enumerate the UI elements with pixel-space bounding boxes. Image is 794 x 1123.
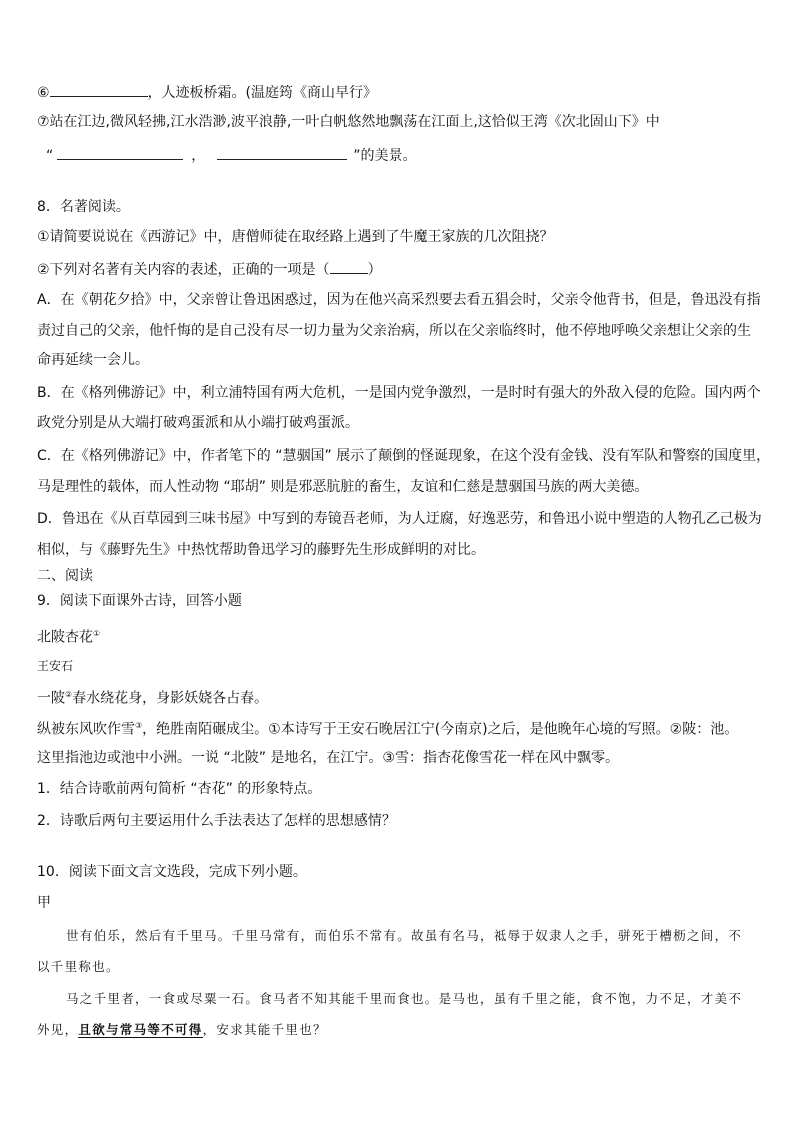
question-9-title: 9．阅读下面课外古诗，回答小题 (37, 593, 242, 609)
question-8-sub2: ②下列对名著有关内容的表述，正确的一项是（ ） (37, 259, 382, 280)
question-10-title: 10．阅读下面文言文选段，完成下列小题。 (37, 864, 307, 880)
poem-author: 王安石 (37, 659, 74, 673)
option-a-line-3: 命再延续一会儿。 (37, 352, 149, 368)
answer-blank[interactable] (330, 259, 368, 274)
option-d-line-2: 相似，与《藤野先生》中热忱帮助鲁迅学习的藤野先生形成鲜明的对比。 (37, 542, 485, 558)
poem-title: 北陂杏花① (37, 629, 101, 646)
option-a-line-1: A．在《朝花夕拾》中，父亲曾让鲁迅困惑过，因为在他兴高采烈要去看五猖会时，父亲令他背书，但是，鲁迅没有指 (37, 292, 761, 308)
item-text: ，人迹板桥霜。(温庭筠《商山早行》 (147, 85, 378, 101)
section-heading: 二、阅读 (37, 568, 93, 584)
passage-para-1-line-1: 世有伯乐，然后有千里马。千里马常有，而伯乐不常有。故虽有名马，祗辱于奴隶人之手，骈死于槽枥之间，不 (66, 928, 743, 943)
answer-blank[interactable] (57, 145, 183, 160)
poem-fill-item-7: ⑦站在江边,微风轻拂,江水浩渺,波平浪静,一叶白帆悠然地飘荡在江面上,这恰似王湾《次北固山下》中 (37, 114, 660, 130)
poem-line-2: 纵被东风吹作雪③，绝胜南陌碾成尘。①本诗写于王安石晚居江宁(今南京)之后，是他晚年心境的写照。②陂：池。 (37, 721, 739, 738)
question-8-sub1: ①请简要说说在《西游记》中，唐僧师徒在取经路上遇到了牛魔王家族的几次阻挠？ (37, 229, 554, 245)
passage-para-2-line-2: 外见，且欲与常马等不可得，安求其能千里也？ (37, 1022, 327, 1037)
footnote-mark: ③ (135, 721, 143, 730)
passage-label: 甲 (37, 895, 51, 911)
passage-para-2-line-1: 马之千里者，一食或尽粟一石。食马者不知其能千里而食也。是马也，虽有千里之能，食不饱，力不足，才美不 (66, 991, 743, 1006)
question-9-sub1: 1．结合诗歌前两句简析 “杏花” 的形象特点。 (37, 781, 322, 797)
item-number: ⑥ (37, 85, 50, 101)
option-b-line-1: B．在《格列佛游记》中，利立浦特国有两大危机，一是国内党争激烈，一是时时有强大的外敌入侵的危险。国内两个 (37, 385, 761, 401)
poem-fill-item-6 (37, 82, 377, 103)
footnote-mark: ① (93, 629, 101, 638)
option-a-line-2: 责过自己的父亲，他忏悔的是自己没有尽一切力量为父亲治病，所以在父亲临终时，他不停地呼唤父亲想让父亲的生 (37, 323, 751, 339)
answer-blank[interactable] (217, 145, 347, 160)
option-d-line-1: D．鲁迅在《从百草园到三味书屋》中写到的寿镜吾老师，为人迂腐，好逸恶劳，和鲁迅小说中塑造的人物孔乙己极为 (37, 511, 762, 527)
question-8-title: 8．名著阅读。 (37, 199, 130, 215)
option-b-line-2: 政党分别是从大端打破鸡蛋派和从小端打破鸡蛋派。 (37, 415, 359, 431)
poem-notes: 这里指池边或池中小洲。一说 “北陂” 是地名，在江宁。③雪：指杏花像雪花一样在风中飘零。 (37, 750, 619, 766)
poem-line-1: 一陂②春水绕花身，身影妖娆各占春。 (37, 690, 269, 707)
underlined-sentence: 且欲与常马等不可得 (78, 1022, 203, 1037)
option-c-line-2: 马是理性的载体，而人性动物 “耶胡” 则是邪恶肮脏的畜生，友谊和仁慈是慧骃国马族的两大美德。 (37, 479, 649, 495)
poem-fill-item-7-blanks: “ ， ”的美景。 (46, 145, 417, 166)
answer-blank[interactable] (50, 82, 148, 97)
footnote-mark: ② (65, 690, 73, 699)
passage-para-1-line-2: 以千里称也。 (37, 959, 120, 974)
question-9-sub2: 2．诗歌后两句主要运用什么手法表达了怎样的思想感情？ (37, 813, 396, 829)
option-c-line-1: C．在《格列佛游记》中，作者笔下的 “慧骃国” 展示了颠倒的怪诞现象，在这个没有金钱、没有军队和警察的国度里， (37, 448, 771, 464)
